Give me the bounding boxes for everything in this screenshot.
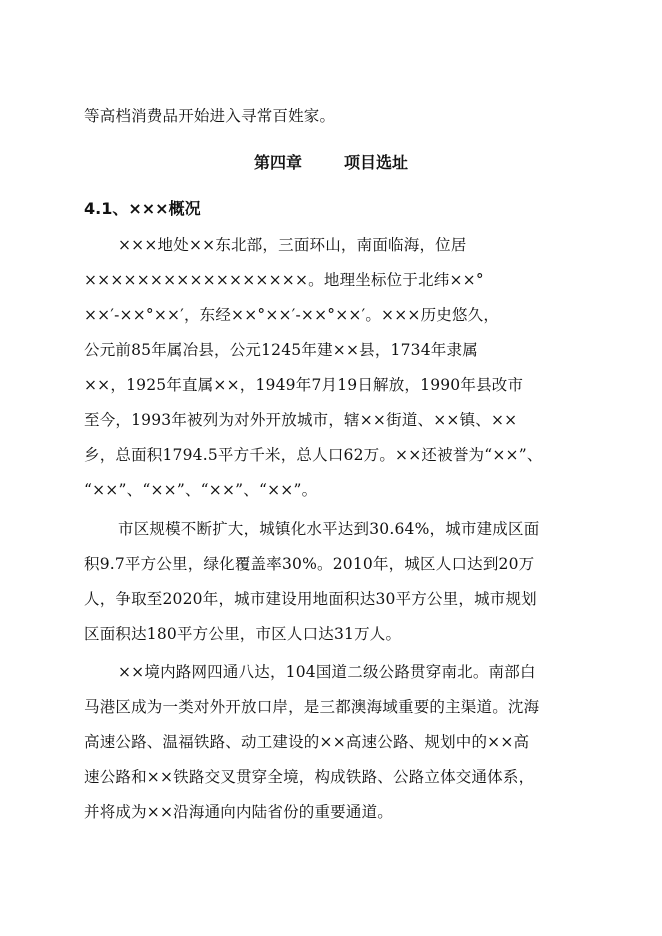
paragraph-line: 高速公路、温福铁路、动工建设的××高速公路、规划中的××高 [84,733,530,751]
paragraph-line: 人，争取至2020年，城市建设用地面积达30平方公里，城市规划 [84,590,537,608]
paragraph-line: ×××××××××××××××××。地理坐标位于北纬××° [84,271,484,289]
paragraph-line: 公元前85年属冶县，公元1245年建××县，1734年隶属 [84,341,478,359]
continuation-line: 等高档消费品开始进入寻常百姓家。 [84,107,336,125]
paragraph-line: ××′-××°××′，东经××°××′-××°××′。×××历史悠久， [84,306,500,324]
section-heading: 4.1、×××概况 [84,199,201,218]
paragraph-line: 积9.7平方公里，绿化覆盖率30%。2010年，城区人口达到20万 [84,555,535,573]
paragraph-line: 乡，总面积1794.5平方千米，总人口62万。××还被誉为“××”、 [84,446,543,464]
paragraph-line: 市区规模不断扩大，城镇化水平达到30.64%，城市建成区面 [118,520,540,538]
paragraph-line: 至今，1993年被列为对外开放城市，辖××街道、××镇、×× [84,411,518,429]
chapter-title: 项目选址 [344,153,409,172]
paragraph-line: 速公路和××铁路交叉贯穿全境，构成铁路、公路立体交通体系， [84,768,535,786]
paragraph-line: 区面积达180平方公里，市区人口达31万人。 [84,625,402,643]
paragraph-line: ××境内路网四通八达，104国道二级公路贯穿南北。南部白 [118,663,536,681]
paragraph-line: “××”、“××”、“××”、“××”。 [84,481,318,499]
paragraph-line: ×××地处××东北部，三面环山，南面临海，位居 [118,236,467,254]
paragraph-line: 并将成为××沿海通向内陆省份的重要通道。 [84,803,393,821]
paragraph-line: 马港区成为一类对外开放口岸，是三都澳海域重要的主渠道。沈海 [84,698,540,716]
chapter-heading [0,152,662,174]
chapter-number: 第四章 [253,153,302,172]
paragraph-line: ××，1925年直属××，1949年7月19日解放，1990年县改市 [84,376,524,394]
